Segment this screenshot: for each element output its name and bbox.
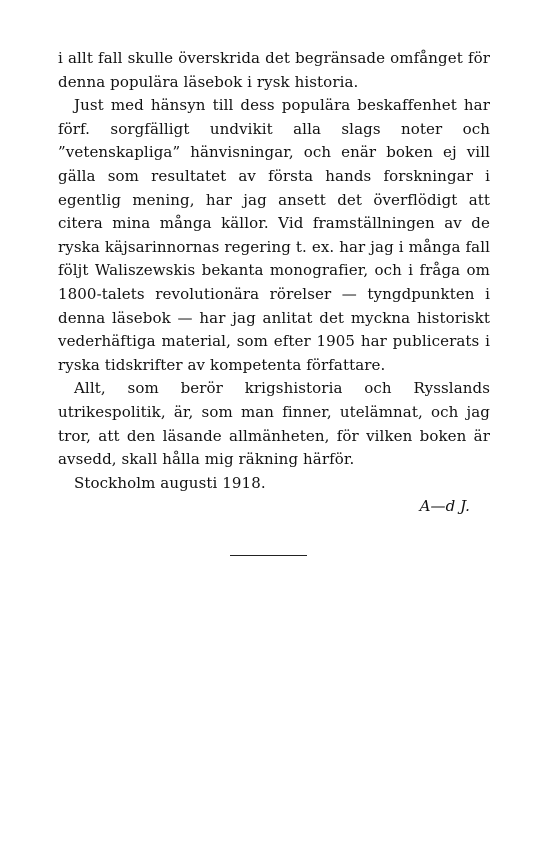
document-page bbox=[58, 47, 490, 519]
date-line: Stockholm augusti 1918. bbox=[74, 473, 266, 492]
section-divider bbox=[230, 555, 307, 556]
author-signature: A—d J. bbox=[419, 497, 470, 516]
paragraph-notes-and-sources: Just med hänsyn till dess populära beskaffenhet har förf. sorgfälligt undvikit alla slags noter och ”vetenskapliga” hänvisningar, och enär boken ej vill gälla som resultatet av första hands forskningar i egentlig mening, har jag ansett det överflödigt att citera mina många källor. Vid framställningen av de ryska käjsarinnornas regering t. ex. har jag i många fall följt Waliszewskis bekanta monografier, och i fråga om 1800-talets revolutionära rörelser — tyngdpunkten i denna läsebok — har jag anlitat det myckna historiskt vederhäftiga material, som efter 1905 har publicerats i ryska tidskrifter av kompetenta författare. bbox=[58, 96, 490, 374]
paragraph-omitted-topics: Allt, som berör krigshistoria och Rysslands utrikespolitik, är, som man finner, utelämnat, och jag tror, att den läsande allmänheten, för vilken boken är avsedd, skall hålla mig räkning härför. bbox=[58, 379, 490, 469]
paragraph-continuation: i allt fall skulle överskrida det begränsade omfånget för denna populära läsebok i rysk historia. bbox=[58, 49, 490, 91]
